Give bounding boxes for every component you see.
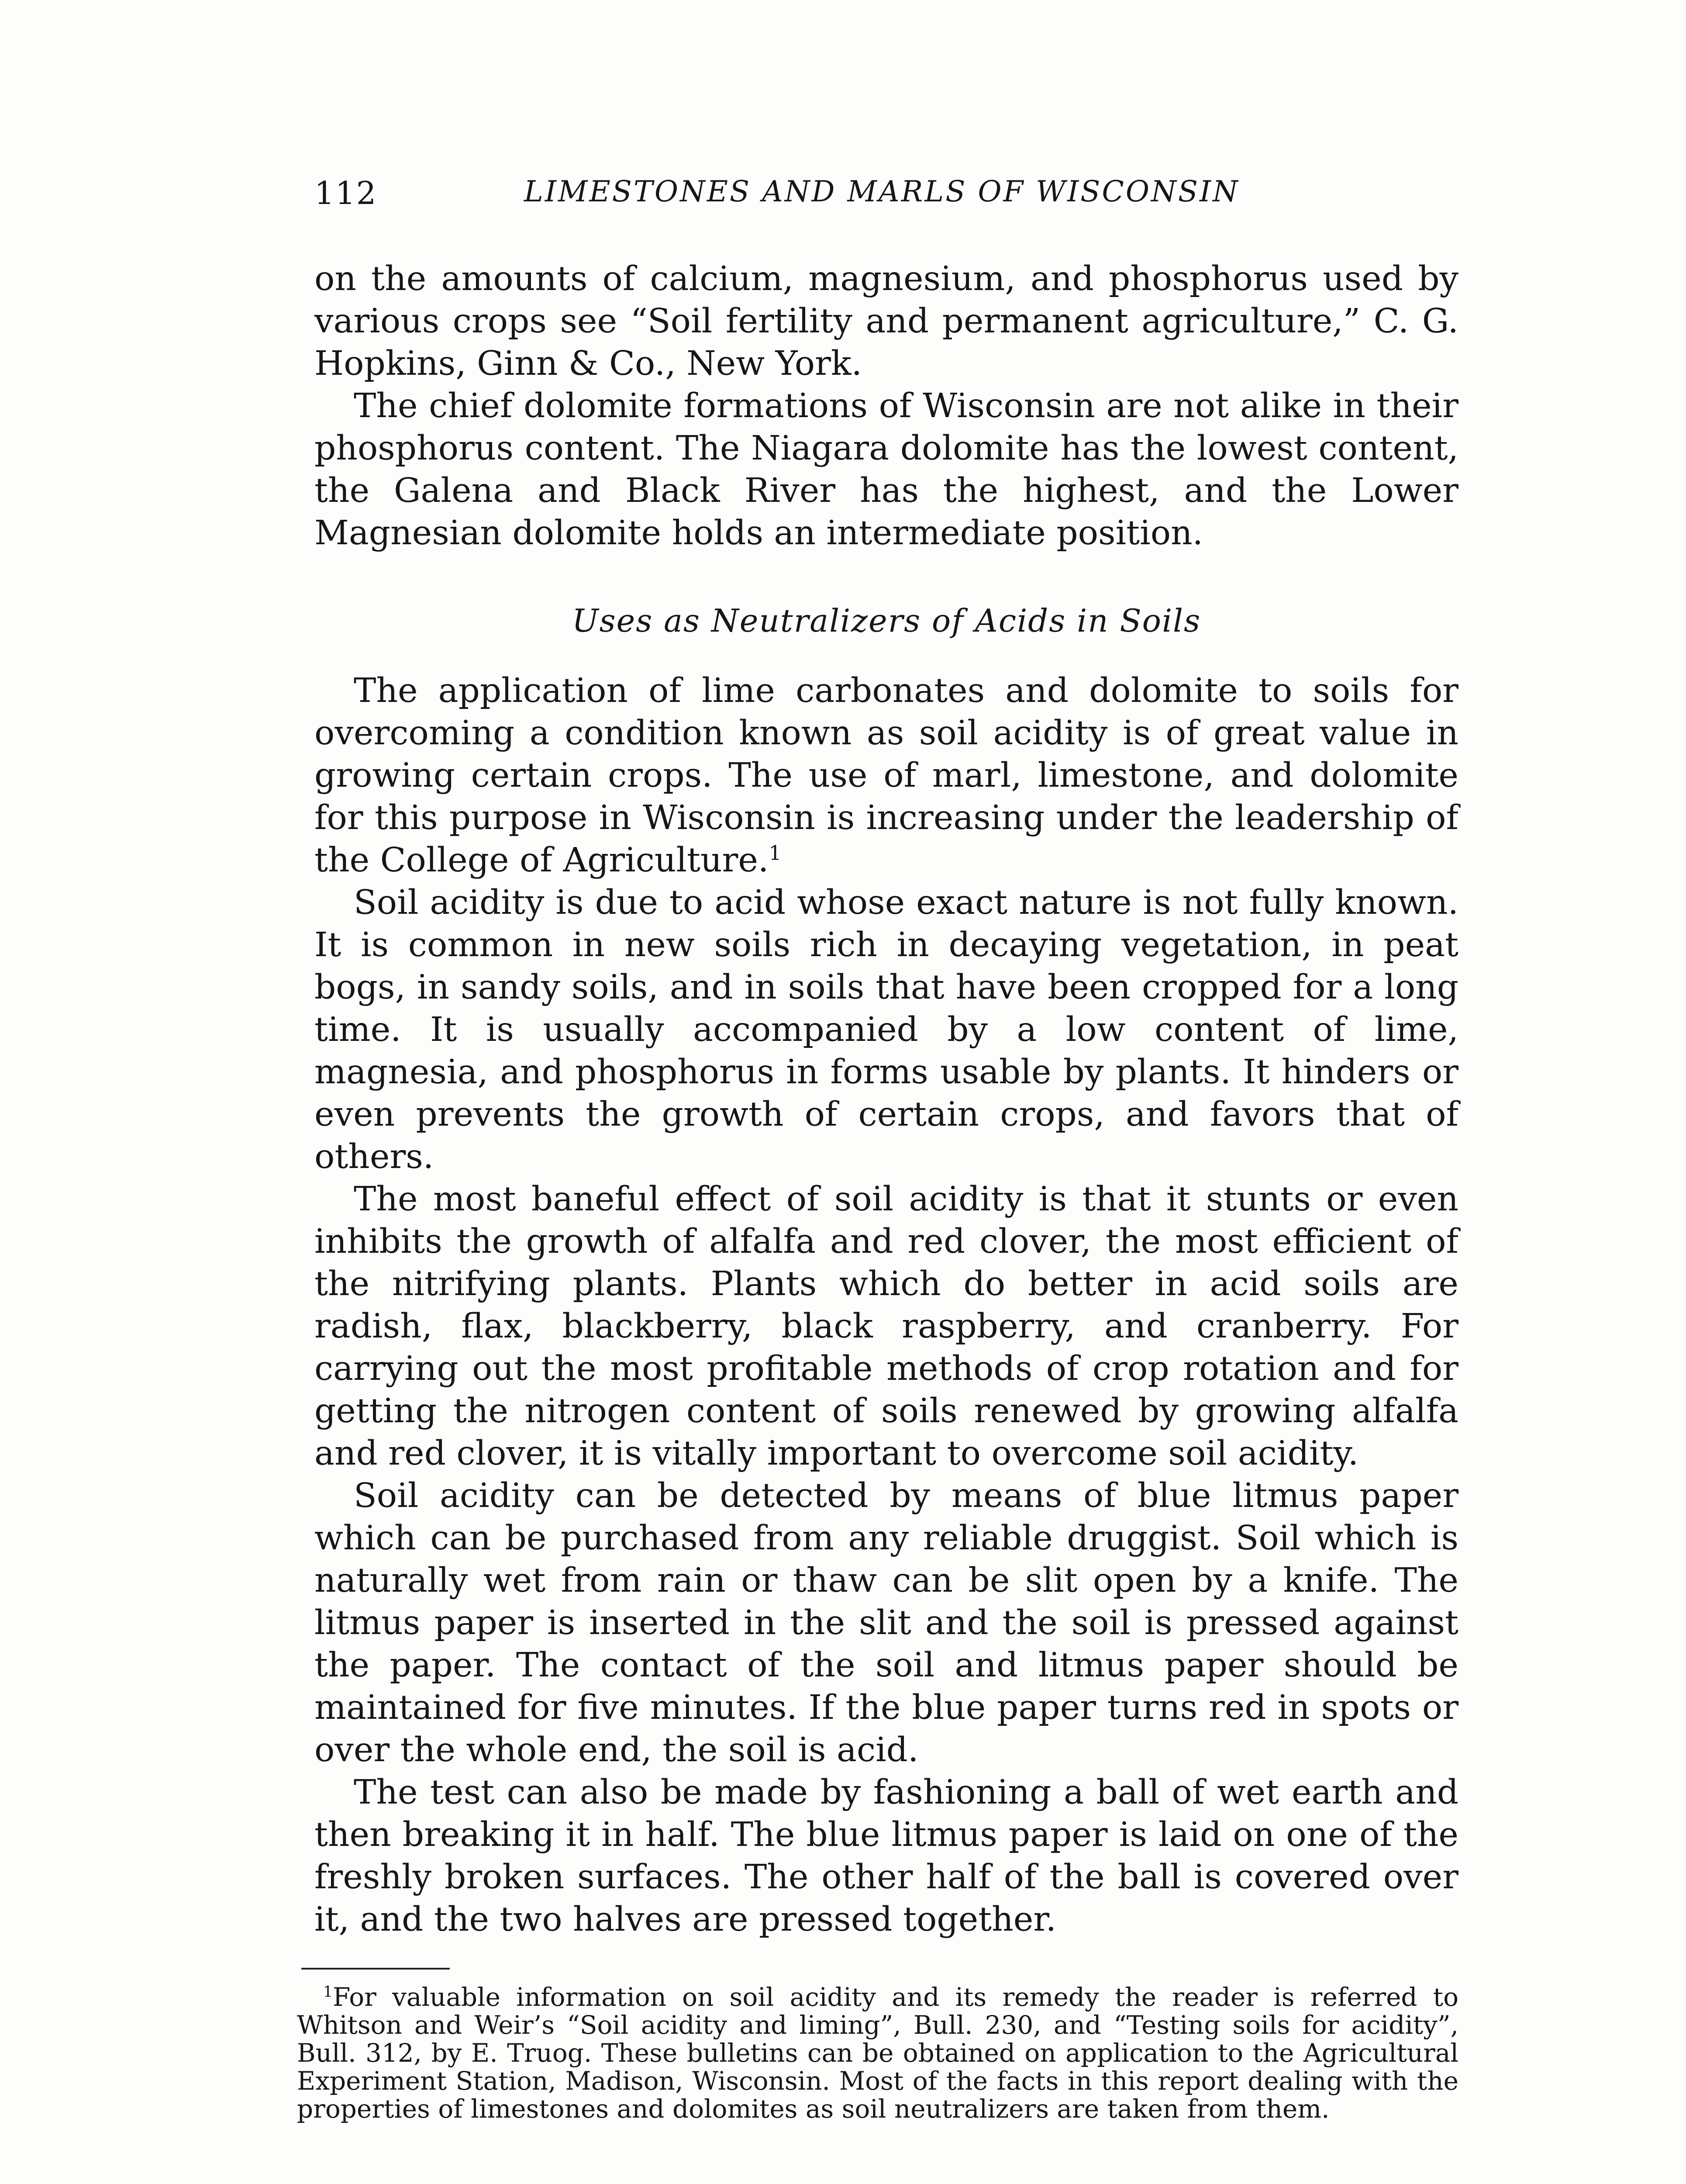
footnote-text: For valuable information on soil acidity and its remedy the reader is referred to Whitson and Weir’s “Soil acidity and liming”, Bull. 230, and “Testing soils for acidity”, Bull. 312, by E. Truog. These bulletins can be obtained on application to the Agricultural Experiment Station, Madison, Wisconsin. Most of the facts in this report dealing with the properties of limestones and dolomites as soil neutralizers are taken from them. <box>297 1982 1458 2124</box>
footnote-reference: 1 <box>769 841 782 865</box>
paragraph-ball-test: The test can also be made by fashioning a ball of wet earth and then breaking it in half. The blue litmus paper is laid on one of the freshly broken surfaces. The other half of the ball is covered over it, and the two halves are pressed together. <box>314 1773 1458 1939</box>
paragraph-application <box>314 670 1458 881</box>
footnote-marker: 1 <box>323 1983 333 2001</box>
paragraph-baneful-effect: The most baneful effect of soil acidity is that it stunts or even inhibits the growth of alfalfa and red clover, the most efficient of the nitrifying plants. Plants which do better in acid soils are radish, flax, blackberry, black raspberry, and cranberry. For carrying out the most profitable methods of crop rotation and for getting the nitrogen content of soils renewed by growing alfalfa and red clover, it is vitally important to overcome soil acidity. <box>314 1180 1458 1473</box>
paragraph-soil-acidity-cause: Soil acidity is due to acid whose exact nature is not fully known. It is common in new soils rich in decaying vegetation, in peat bogs, in sandy soils, and in soils that have been cropped for a long time. It is usually accompanied by a low content of lime, magnesia, and phosphorus in forms usable by plants. It hinders or even prevents the growth of certain crops, and favors that of others. <box>314 883 1458 1176</box>
footnotes <box>297 1983 1458 2123</box>
paragraph-application-text: The application of lime carbonates and dolomite to soils for overcoming a condition known as soil acidity is of great value in growing certain crops. The use of marl, limestone, and dolomite for this purpose in Wisconsin is increasing under the leadership of the College of Agriculture. <box>314 671 1458 880</box>
paragraph-continuation: on the amounts of calcium, magnesium, and phosphorus used by various crops see “Soil fertility and permanent agriculture,” C. G. Hopkins, Ginn & Co., New York. <box>314 259 1458 383</box>
section-heading: Uses as Neutralizers of Acids in Soils <box>572 602 1201 639</box>
page-header <box>314 175 1467 223</box>
paragraph-litmus-detection: Soil acidity can be detected by means of blue litmus paper which can be purchased from any reliable druggist. Soil which is naturally wet from rain or thaw can be slit open by a knife. The litmus paper is inserted in the slit and the soil is pressed against the paper. The contact of the soil and litmus paper should be maintained for five minutes. If the blue paper turns red in spots or over the whole end, the soil is acid. <box>314 1476 1458 1769</box>
footnote-divider <box>301 1968 450 1970</box>
running-title: LIMESTONES AND MARLS OF WISCONSIN <box>524 175 1240 208</box>
paragraph-phosphorus: The chief dolomite formations of Wisconsin are not alike in their phosphorus content. The Niagara dolomite has the lowest content, the Galena and Black River has the highest, and the Lower Magnesian dolomite holds an intermediate position. <box>314 387 1458 553</box>
footnote-1 <box>297 1983 1458 2123</box>
page-number: 112 <box>314 175 377 211</box>
body-text <box>314 258 1458 1941</box>
